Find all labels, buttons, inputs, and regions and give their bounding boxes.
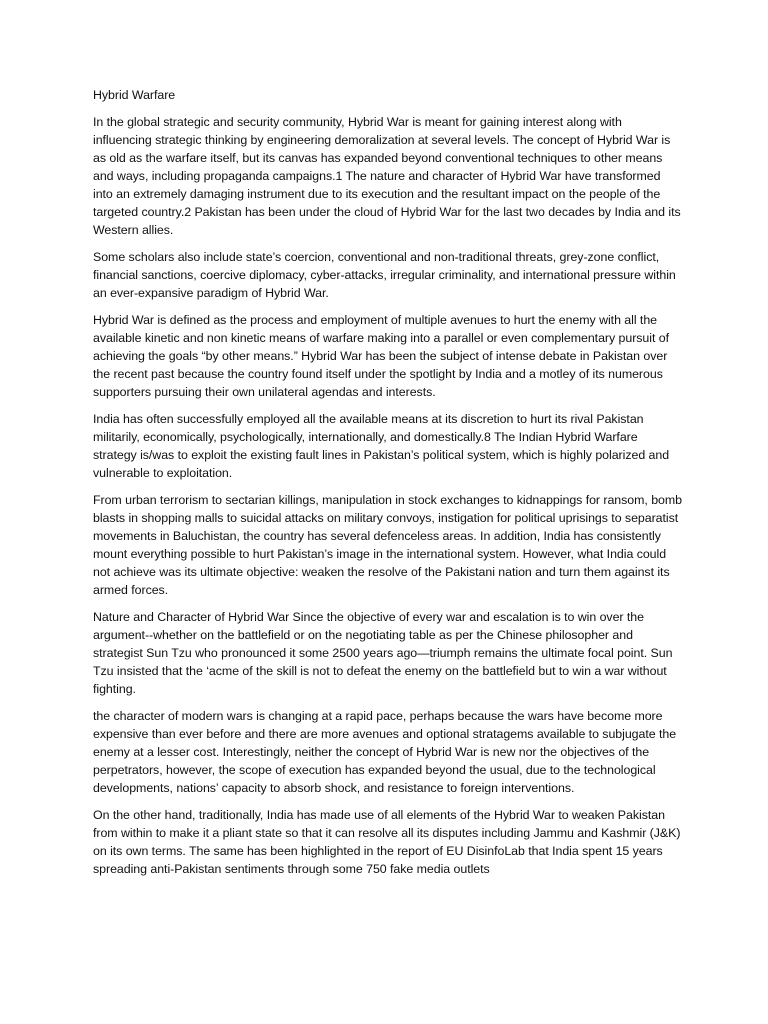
- paragraph-5: From urban terrorism to sectarian killings, manipulation in stock exchanges to kidnappings for ransom, bomb blasts in shopping malls to suicidal attacks on military convoys, instigation for political uprisings to separatist movements in Baluchistan, the country has several defenceless areas. In addition, India has consistently mount everything possible to hurt Pakistan’s image in the international system. However, what India could not achieve was its ultimate objective: weaken the resolve of the Pakistani nation and turn them against its armed forces.: [93, 493, 682, 597]
- paragraph-1: In the global strategic and security community, Hybrid War is meant for gaining interest along with influencing strategic thinking by engineering demoralization at several levels. The concept of Hybrid War is as old as the warfare itself, but its canvas has expanded beyond conventional techniques to other means and ways, including propaganda campaigns.1 The nature and character of Hybrid War have transformed into an extremely damaging instrument due to its execution and the resultant impact on the people of the targeted country.2 Pakistan has been under the cloud of Hybrid War for the last two decades by India and its Western allies.: [93, 115, 681, 237]
- paragraph-3: Hybrid War is defined as the process and employment of multiple avenues to hurt the enemy with all the available kinetic and non kinetic means of warfare making into a parallel or even complementary pursuit of achieving the goals “by other means.” Hybrid War has been the subject of intense debate in Pakistan over the recent past because the country found itself under the spotlight by India and a motley of its numerous supporters pursuing their own unilateral agendas and interests.: [93, 313, 669, 399]
- paragraph-2: Some scholars also include state’s coercion, conventional and non-traditional threats, grey-zone conflict, financial sanctions, coercive diplomacy, cyber-attacks, irregular criminality, and international pressure within an ever-expansive paradigm of Hybrid War.: [93, 250, 676, 300]
- paragraph-7: the character of modern wars is changing at a rapid pace, perhaps because the wars have become more expensive than ever before and there are more avenues and optional stratagems available to subjugate the enemy at a lesser cost. Interestingly, neither the concept of Hybrid War is new nor the objectives of the perpetrators, however, the scope of execution has expanded beyond the usual, due to the technological developments, nations’ capacity to absorb shock, and resistance to foreign interventions.: [93, 709, 677, 795]
- paragraph-4: India has often successfully employed all the available means at its discretion to hurt its rival Pakistan militarily, economically, psychologically, internationally, and domestically.8 The Indian Hybrid Warfare strategy is/was to exploit the existing fault lines in Pakistan’s political system, which is highly polarized and vulnerable to exploitation.: [93, 412, 670, 480]
- document-page: [93, 86, 683, 887]
- paragraph-8: On the other hand, traditionally, India has made use of all elements of the Hybrid War to weaken Pakistan from within to make it a pliant state so that it can resolve all its disputes including Jammu and Kashmir (J&K) on its own terms. The same has been highlighted in the report of EU DisinfoLab that India spent 15 years spreading anti-Pakistan sentiments through some 750 fake media outlets: [93, 808, 681, 876]
- document-title: Hybrid Warfare: [93, 88, 176, 102]
- paragraph-6: Nature and Character of Hybrid War Since the objective of every war and escalation is to win over the argument--whether on the battlefield or on the negotiating table as per the Chinese philosopher and strategist Sun Tzu who pronounced it some 2500 years ago—triumph remains the ultimate focal point. Sun Tzu insisted that the ‘acme of the skill is not to defeat the enemy on the battlefield but to win a war without fighting.: [93, 610, 673, 696]
